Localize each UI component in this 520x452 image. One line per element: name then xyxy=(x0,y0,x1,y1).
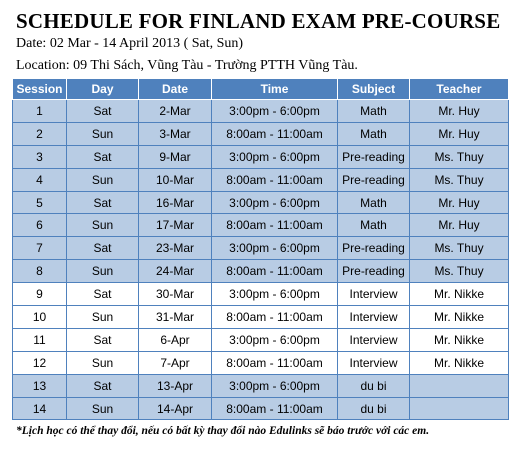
table-row xyxy=(13,100,509,123)
date-cell: 14-Apr xyxy=(139,397,212,420)
table-row xyxy=(13,283,509,306)
teacher-cell: Mr. Nikke xyxy=(410,306,509,329)
subject-cell: Interview xyxy=(338,283,410,306)
day-cell: Sun xyxy=(67,306,139,329)
day-cell: Sat xyxy=(67,283,139,306)
time-cell: 8:00am - 11:00am xyxy=(212,306,338,329)
time-cell: 8:00am - 11:00am xyxy=(212,214,338,237)
time-cell: 3:00pm - 6:00pm xyxy=(212,374,338,397)
date-cell: 23-Mar xyxy=(139,237,212,260)
date-cell: 13-Apr xyxy=(139,374,212,397)
subject-cell: Pre-reading xyxy=(338,168,410,191)
date-cell: 31-Mar xyxy=(139,306,212,329)
session-cell: 13 xyxy=(13,374,67,397)
date-cell: 16-Mar xyxy=(139,191,212,214)
day-cell: Sun xyxy=(67,397,139,420)
table-row xyxy=(13,397,509,420)
day-cell: Sat xyxy=(67,145,139,168)
table-row xyxy=(13,145,509,168)
teacher-cell: Ms. Thuy xyxy=(410,145,509,168)
day-cell: Sun xyxy=(67,351,139,374)
day-cell: Sun xyxy=(67,168,139,191)
header-day: Day xyxy=(67,79,139,100)
session-cell: 11 xyxy=(13,328,67,351)
teacher-cell: Mr. Huy xyxy=(410,100,509,123)
table-header-row xyxy=(13,79,509,100)
table-row xyxy=(13,168,509,191)
session-cell: 12 xyxy=(13,351,67,374)
time-cell: 8:00am - 11:00am xyxy=(212,122,338,145)
teacher-cell: Ms. Thuy xyxy=(410,237,509,260)
teacher-cell: Mr. Huy xyxy=(410,191,509,214)
table-row xyxy=(13,214,509,237)
day-cell: Sat xyxy=(67,100,139,123)
date-cell: 9-Mar xyxy=(139,145,212,168)
header-subject: Subject xyxy=(338,79,410,100)
day-cell: Sat xyxy=(67,237,139,260)
table-row xyxy=(13,237,509,260)
table-row xyxy=(13,260,509,283)
subject-cell: Math xyxy=(338,214,410,237)
day-cell: Sat xyxy=(67,191,139,214)
date-cell: 30-Mar xyxy=(139,283,212,306)
session-cell: 14 xyxy=(13,397,67,420)
day-cell: Sat xyxy=(67,374,139,397)
date-cell: 7-Apr xyxy=(139,351,212,374)
table-row xyxy=(13,374,509,397)
session-cell: 4 xyxy=(13,168,67,191)
session-cell: 8 xyxy=(13,260,67,283)
time-cell: 8:00am - 11:00am xyxy=(212,397,338,420)
subject-cell: Math xyxy=(338,122,410,145)
schedule-table xyxy=(12,78,509,420)
header-session: Session xyxy=(13,79,67,100)
location-line: Location: 09 Thi Sách, Vũng Tàu - Trường PTTH Vũng Tàu. xyxy=(16,58,358,73)
date-cell: 2-Mar xyxy=(139,100,212,123)
table-row xyxy=(13,191,509,214)
date-cell: 6-Apr xyxy=(139,328,212,351)
session-cell: 10 xyxy=(13,306,67,329)
footnote: *Lịch học có thể thay đổi, nếu có bất kỳ thay đổi nào Edulinks sẽ báo trước với các em. xyxy=(16,425,430,437)
teacher-cell: Mr. Nikke xyxy=(410,328,509,351)
header-teacher: Teacher xyxy=(410,79,509,100)
time-cell: 8:00am - 11:00am xyxy=(212,168,338,191)
time-cell: 3:00pm - 6:00pm xyxy=(212,283,338,306)
teacher-cell: Ms. Thuy xyxy=(410,168,509,191)
session-cell: 6 xyxy=(13,214,67,237)
subject-cell: Interview xyxy=(338,306,410,329)
time-cell: 3:00pm - 6:00pm xyxy=(212,191,338,214)
time-cell: 3:00pm - 6:00pm xyxy=(212,100,338,123)
subject-cell: Math xyxy=(338,191,410,214)
subject-cell: Interview xyxy=(338,328,410,351)
date-cell: 10-Mar xyxy=(139,168,212,191)
time-cell: 8:00am - 11:00am xyxy=(212,260,338,283)
teacher-cell: Mr. Nikke xyxy=(410,351,509,374)
day-cell: Sun xyxy=(67,260,139,283)
table-row xyxy=(13,122,509,145)
teacher-cell: Ms. Thuy xyxy=(410,260,509,283)
subject-cell: Pre-reading xyxy=(338,145,410,168)
table-body xyxy=(13,100,509,420)
date-line: Date: 02 Mar - 14 April 2013 ( Sat, Sun) xyxy=(16,36,244,51)
table-row xyxy=(13,351,509,374)
date-cell: 3-Mar xyxy=(139,122,212,145)
header-time: Time xyxy=(212,79,338,100)
teacher-cell xyxy=(410,397,509,420)
teacher-cell: Mr. Nikke xyxy=(410,283,509,306)
date-cell: 17-Mar xyxy=(139,214,212,237)
subject-cell: Interview xyxy=(338,351,410,374)
session-cell: 9 xyxy=(13,283,67,306)
day-cell: Sun xyxy=(67,214,139,237)
subject-cell: du bi xyxy=(338,397,410,420)
teacher-cell: Mr. Huy xyxy=(410,122,509,145)
day-cell: Sun xyxy=(67,122,139,145)
session-cell: 7 xyxy=(13,237,67,260)
teacher-cell: Mr. Huy xyxy=(410,214,509,237)
subject-cell: Math xyxy=(338,100,410,123)
teacher-cell xyxy=(410,374,509,397)
page-title: SCHEDULE FOR FINLAND EXAM PRE-COURSE xyxy=(16,9,501,33)
table-row xyxy=(13,328,509,351)
session-cell: 3 xyxy=(13,145,67,168)
time-cell: 8:00am - 11:00am xyxy=(212,351,338,374)
time-cell: 3:00pm - 6:00pm xyxy=(212,237,338,260)
session-cell: 2 xyxy=(13,122,67,145)
time-cell: 3:00pm - 6:00pm xyxy=(212,328,338,351)
date-cell: 24-Mar xyxy=(139,260,212,283)
table-row xyxy=(13,306,509,329)
subject-cell: du bi xyxy=(338,374,410,397)
time-cell: 3:00pm - 6:00pm xyxy=(212,145,338,168)
subject-cell: Pre-reading xyxy=(338,237,410,260)
day-cell: Sat xyxy=(67,328,139,351)
session-cell: 5 xyxy=(13,191,67,214)
session-cell: 1 xyxy=(13,100,67,123)
header-date: Date xyxy=(139,79,212,100)
subject-cell: Pre-reading xyxy=(338,260,410,283)
